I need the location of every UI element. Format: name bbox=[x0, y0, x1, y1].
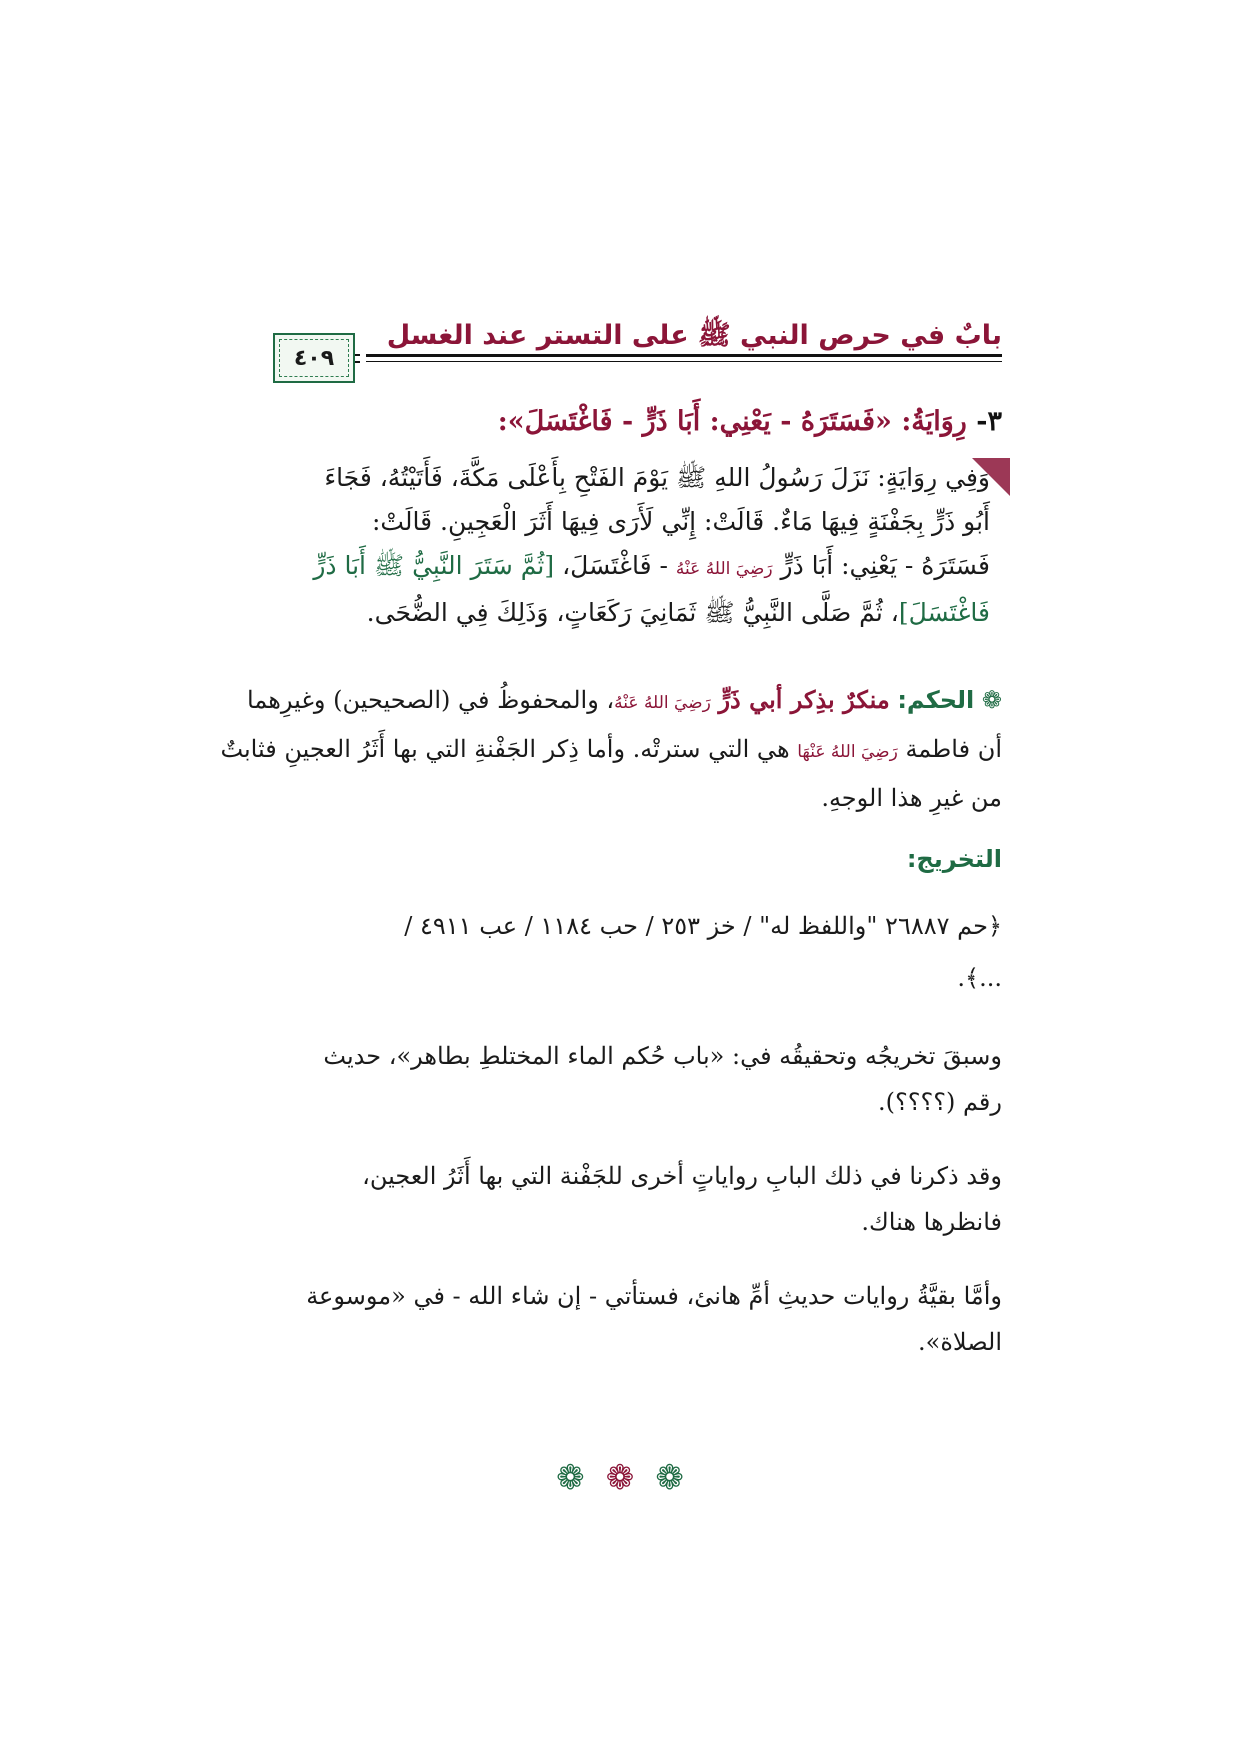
rosette-icon: ❁ bbox=[605, 1458, 635, 1498]
paragraph-line: وقد ذكرنا في ذلك البابِ رواياتٍ أخرى للجَفْنة التي بها أَثَرُ العجين، bbox=[362, 1162, 1002, 1190]
hadith-addition: فَاغْتَسَلَ] bbox=[898, 598, 990, 627]
section-quote: «فَسَتَرَهُ - يَعْنِي: أَبَا ذَرٍّ - فَاغْتَسَلَ»: bbox=[497, 406, 892, 437]
end-ornaments bbox=[0, 1458, 1240, 1498]
hadith-segment: فَسَتَرَهُ - يَعْنِي: أَبَا ذَرٍّ bbox=[780, 551, 990, 580]
rosette-icon: ❁ bbox=[556, 1458, 585, 1498]
takhrij-line: ﴿حم ٢٦٨٨٧ "واللفظ له" / خز ٢٥٣ / حب ١١٨٤ / عب ٤٩١١ / bbox=[404, 912, 1002, 940]
paragraph-line: رقم (؟؟؟؟). bbox=[878, 1088, 1002, 1116]
hadith-segment: ، ثُمَّ صَلَّى النَّبِيُّ ﷺ ثَمَانِيَ رَكَعَاتٍ، وَذَلِكَ فِي الضُّحَى. bbox=[366, 598, 899, 627]
takhrij-heading: التخريج: bbox=[906, 845, 1002, 873]
ruling-line bbox=[242, 677, 1002, 726]
takhrij-text bbox=[242, 900, 1002, 1004]
paragraph bbox=[242, 1273, 1002, 1365]
header-rule-thin bbox=[366, 361, 1002, 362]
hadith-line bbox=[252, 544, 990, 591]
page-number: ٤٠٩ bbox=[293, 345, 335, 371]
ruling-line: من غيرِ هذا الوجهِ. bbox=[821, 784, 1002, 812]
paragraph bbox=[242, 1153, 1002, 1245]
ruling-text: هي التي سترتْه. وأما ذِكر الجَفْنةِ التي بها أَثَرُ العجينِ فثابتٌ bbox=[220, 735, 790, 763]
hadith-segment: - فَاغْتَسَلَ، bbox=[562, 551, 668, 580]
hadith-addition: [ثُمَّ سَتَرَ النَّبِيُّ ﷺ أَبَا ذَرٍّ bbox=[313, 551, 555, 580]
paragraph-line: الصلاة». bbox=[918, 1328, 1002, 1356]
section-heading bbox=[242, 406, 1002, 437]
rosette-icon: ❁ bbox=[981, 686, 1002, 714]
chapter-title: بابٌ في حرص النبي ﷺ على التستر عند الغسل bbox=[386, 320, 1002, 351]
takhrij-line: ...﴾. bbox=[957, 964, 1002, 992]
ruling-label: الحكم: bbox=[897, 686, 975, 714]
rosette-icon: ❁ bbox=[655, 1458, 684, 1498]
section-number: ٣- bbox=[976, 406, 1002, 437]
ruling-line bbox=[220, 726, 1002, 775]
paragraph-line: وسبقَ تخريجُه وتحقيقُه في: «باب حُكم الماء المختلطِ بطاهر»، حديث bbox=[323, 1042, 1002, 1070]
radi-honorific: رَضِيَ اللهُ عَنْهُ bbox=[675, 559, 773, 579]
ruling-text: ، والمحفوظُ في (الصحيحين) وغيرِهما bbox=[247, 686, 615, 714]
section-label: رِوَايَةُ: bbox=[901, 406, 967, 437]
radi-honorific: رَضِيَ اللهُ عَنْهَا bbox=[797, 742, 898, 762]
hadith-line: وَفِي رِوَايَةٍ: نَزَلَ رَسُولُ اللهِ ﷺ يَوْمَ الفَتْحِ بِأَعْلَى مَكَّةَ، فَأَتَيْتُهُ، فَجَاءَ bbox=[324, 463, 990, 492]
paragraph-line: وأمَّا بقيَّةُ روايات حديثِ أمِّ هانئ، فستأتي - إن شاء الله - في «موسوعة bbox=[306, 1282, 1002, 1310]
radi-honorific: رَضِيَ اللهُ عَنْهُ bbox=[614, 693, 711, 713]
paragraph bbox=[242, 1033, 1002, 1125]
hadith-line bbox=[252, 591, 990, 635]
header-rule bbox=[366, 354, 1002, 357]
paragraph-line: فانظرها هناك. bbox=[861, 1208, 1002, 1236]
page-number-badge bbox=[273, 333, 355, 383]
ruling-verdict: منكرٌ بذِكر أبي ذَرٍّ bbox=[718, 685, 890, 714]
ruling-block bbox=[220, 677, 1002, 821]
ruling-text: أن فاطمة bbox=[905, 735, 1002, 763]
hadith-line: أَبُو ذَرٍّ بِجَفْنَةٍ فِيهَا مَاءٌ. قَالَتْ: إِنِّي لَأَرَى فِيهَا أَثَرَ الْعَجِينِ. قَالَتْ: bbox=[371, 507, 990, 536]
hadith-text bbox=[252, 456, 990, 635]
